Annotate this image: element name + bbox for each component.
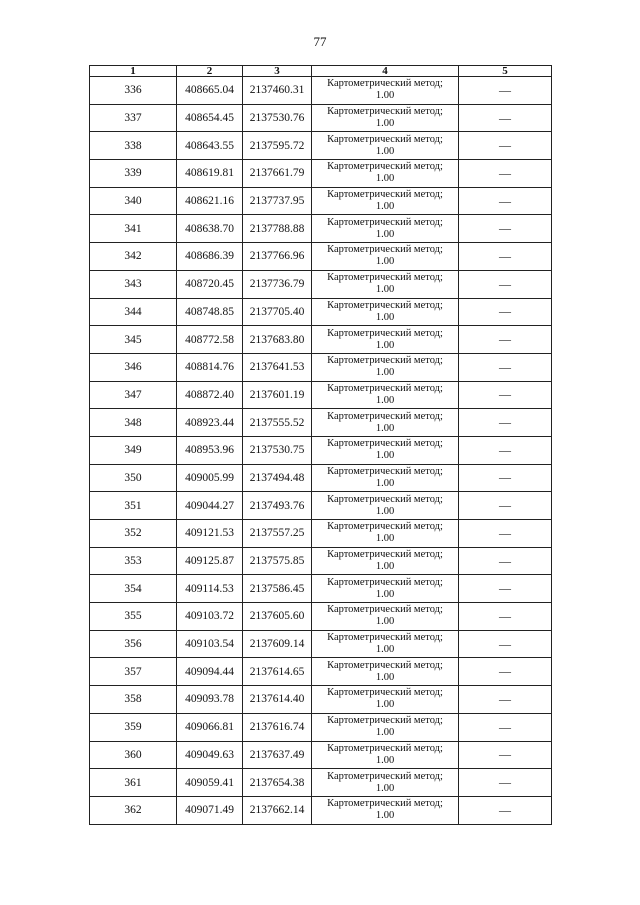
method-cell xyxy=(312,436,459,464)
method-text: Картометрический метод; xyxy=(327,687,443,699)
description-cell: — xyxy=(459,464,552,492)
accuracy-value: 1.00 xyxy=(375,145,395,157)
coordinate-x: 409121.53 xyxy=(177,520,243,548)
coordinate-y: 2137530.76 xyxy=(243,104,312,132)
table-row xyxy=(90,492,552,520)
description-cell: — xyxy=(459,270,552,298)
coordinate-x: 409125.87 xyxy=(177,547,243,575)
coordinate-y: 2137460.31 xyxy=(243,77,312,105)
accuracy-value: 1.00 xyxy=(375,422,395,434)
point-number: 352 xyxy=(90,520,177,548)
description-cell: — xyxy=(459,686,552,714)
table-row xyxy=(90,215,552,243)
coordinate-x: 409103.54 xyxy=(177,630,243,658)
accuracy-value: 1.00 xyxy=(375,284,395,296)
point-number: 341 xyxy=(90,215,177,243)
coordinate-x: 409005.99 xyxy=(177,464,243,492)
description-cell: — xyxy=(459,298,552,326)
table-row xyxy=(90,603,552,631)
method-text: Картометрический метод; xyxy=(327,549,443,561)
accuracy-value: 1.00 xyxy=(375,90,395,102)
accuracy-value: 1.00 xyxy=(375,588,395,600)
coordinate-y: 2137788.88 xyxy=(243,215,312,243)
method-text: Картометрический метод; xyxy=(327,355,443,367)
table-row xyxy=(90,243,552,271)
table-row xyxy=(90,686,552,714)
method-text: Картометрический метод; xyxy=(327,299,443,311)
coordinate-y: 2137766.96 xyxy=(243,243,312,271)
description-cell: — xyxy=(459,796,552,824)
point-number: 344 xyxy=(90,298,177,326)
table-row xyxy=(90,409,552,437)
accuracy-value: 1.00 xyxy=(375,228,395,240)
method-cell xyxy=(312,630,459,658)
coordinate-x: 409094.44 xyxy=(177,658,243,686)
coordinate-x: 408872.40 xyxy=(177,381,243,409)
accuracy-value: 1.00 xyxy=(375,616,395,628)
method-cell xyxy=(312,769,459,797)
point-number: 361 xyxy=(90,769,177,797)
method-cell xyxy=(312,796,459,824)
description-cell: — xyxy=(459,104,552,132)
coordinate-y: 2137557.25 xyxy=(243,520,312,548)
method-text: Картометрический метод; xyxy=(327,78,443,90)
method-cell xyxy=(312,160,459,188)
method-cell xyxy=(312,326,459,354)
coordinate-x: 409059.41 xyxy=(177,769,243,797)
description-cell: — xyxy=(459,243,552,271)
point-number: 345 xyxy=(90,326,177,354)
point-number: 350 xyxy=(90,464,177,492)
coordinate-x: 408720.45 xyxy=(177,270,243,298)
coordinate-y: 2137609.14 xyxy=(243,630,312,658)
coordinate-y: 2137605.60 xyxy=(243,603,312,631)
coordinate-x: 408665.04 xyxy=(177,77,243,105)
table-row xyxy=(90,741,552,769)
method-cell xyxy=(312,547,459,575)
point-number: 358 xyxy=(90,686,177,714)
point-number: 355 xyxy=(90,603,177,631)
method-text: Картометрический метод; xyxy=(327,770,443,782)
accuracy-value: 1.00 xyxy=(375,367,395,379)
point-number: 354 xyxy=(90,575,177,603)
point-number: 337 xyxy=(90,104,177,132)
point-number: 356 xyxy=(90,630,177,658)
coordinate-y: 2137637.49 xyxy=(243,741,312,769)
description-cell: — xyxy=(459,409,552,437)
coordinate-x: 409093.78 xyxy=(177,686,243,714)
coordinate-x: 408953.96 xyxy=(177,436,243,464)
method-text: Картометрический метод; xyxy=(327,576,443,588)
coordinate-x: 409103.72 xyxy=(177,603,243,631)
table-row xyxy=(90,520,552,548)
table-row xyxy=(90,796,552,824)
method-cell xyxy=(312,658,459,686)
method-text: Картометрический метод; xyxy=(327,465,443,477)
coordinate-y: 2137530.75 xyxy=(243,436,312,464)
coordinate-y: 2137601.19 xyxy=(243,381,312,409)
coordinate-y: 2137641.53 xyxy=(243,353,312,381)
coordinate-x: 408654.45 xyxy=(177,104,243,132)
method-text: Картометрический метод; xyxy=(327,216,443,228)
coordinate-x: 409114.53 xyxy=(177,575,243,603)
table-row xyxy=(90,104,552,132)
coordinate-x: 409066.81 xyxy=(177,713,243,741)
point-number: 357 xyxy=(90,658,177,686)
method-cell xyxy=(312,132,459,160)
method-text: Картометрический метод; xyxy=(327,106,443,118)
point-number: 346 xyxy=(90,353,177,381)
coordinate-y: 2137661.79 xyxy=(243,160,312,188)
point-number: 362 xyxy=(90,796,177,824)
accuracy-value: 1.00 xyxy=(375,727,395,739)
method-cell xyxy=(312,575,459,603)
method-cell xyxy=(312,353,459,381)
method-text: Картометрический метод; xyxy=(327,189,443,201)
coordinate-x: 409049.63 xyxy=(177,741,243,769)
accuracy-value: 1.00 xyxy=(375,644,395,656)
table-row xyxy=(90,160,552,188)
coordinate-x: 408638.70 xyxy=(177,215,243,243)
point-number: 339 xyxy=(90,160,177,188)
accuracy-value: 1.00 xyxy=(375,671,395,683)
table-row xyxy=(90,575,552,603)
page-number: 77 xyxy=(313,34,327,49)
table-row xyxy=(90,713,552,741)
method-text: Картометрический метод; xyxy=(327,521,443,533)
table-header xyxy=(90,66,552,77)
method-text: Картометрический метод; xyxy=(327,244,443,256)
coordinate-x: 408619.81 xyxy=(177,160,243,188)
point-number: 359 xyxy=(90,713,177,741)
method-cell xyxy=(312,187,459,215)
accuracy-value: 1.00 xyxy=(375,201,395,213)
coordinate-y: 2137737.95 xyxy=(243,187,312,215)
point-number: 353 xyxy=(90,547,177,575)
accuracy-value: 1.00 xyxy=(375,477,395,489)
method-text: Картометрический метод; xyxy=(327,493,443,505)
method-cell xyxy=(312,464,459,492)
coordinate-y: 2137595.72 xyxy=(243,132,312,160)
method-cell xyxy=(312,298,459,326)
method-cell xyxy=(312,492,459,520)
description-cell: — xyxy=(459,436,552,464)
method-cell xyxy=(312,686,459,714)
description-cell: — xyxy=(459,215,552,243)
method-text: Картометрический метод; xyxy=(327,382,443,394)
coordinate-y: 2137575.85 xyxy=(243,547,312,575)
table-row xyxy=(90,381,552,409)
coordinate-x: 408814.76 xyxy=(177,353,243,381)
accuracy-value: 1.00 xyxy=(375,256,395,268)
column-header-1: 1 xyxy=(90,66,177,77)
accuracy-value: 1.00 xyxy=(375,450,395,462)
method-cell xyxy=(312,603,459,631)
coordinates-table xyxy=(89,65,552,825)
method-cell xyxy=(312,713,459,741)
point-number: 336 xyxy=(90,77,177,105)
method-cell xyxy=(312,104,459,132)
coordinate-y: 2137614.65 xyxy=(243,658,312,686)
table-row xyxy=(90,326,552,354)
description-cell: — xyxy=(459,160,552,188)
table-body xyxy=(90,77,552,825)
method-text: Картометрический метод; xyxy=(327,438,443,450)
description-cell: — xyxy=(459,132,552,160)
coordinate-y: 2137683.80 xyxy=(243,326,312,354)
point-number: 343 xyxy=(90,270,177,298)
coordinate-x: 409071.49 xyxy=(177,796,243,824)
point-number: 338 xyxy=(90,132,177,160)
point-number: 342 xyxy=(90,243,177,271)
table-row xyxy=(90,547,552,575)
coordinate-x: 408686.39 xyxy=(177,243,243,271)
method-cell xyxy=(312,215,459,243)
point-number: 349 xyxy=(90,436,177,464)
table-row xyxy=(90,464,552,492)
accuracy-value: 1.00 xyxy=(375,118,395,130)
column-header-2: 2 xyxy=(177,66,243,77)
description-cell: — xyxy=(459,575,552,603)
accuracy-value: 1.00 xyxy=(375,505,395,517)
point-number: 360 xyxy=(90,741,177,769)
coordinate-y: 2137616.74 xyxy=(243,713,312,741)
accuracy-value: 1.00 xyxy=(375,173,395,185)
table-row xyxy=(90,187,552,215)
description-cell: — xyxy=(459,630,552,658)
description-cell: — xyxy=(459,658,552,686)
point-number: 351 xyxy=(90,492,177,520)
coordinate-x: 408748.85 xyxy=(177,298,243,326)
description-cell: — xyxy=(459,77,552,105)
method-text: Картометрический метод; xyxy=(327,133,443,145)
method-text: Картометрический метод; xyxy=(327,742,443,754)
method-text: Картометрический метод; xyxy=(327,410,443,422)
description-cell: — xyxy=(459,381,552,409)
method-text: Картометрический метод; xyxy=(327,161,443,173)
table-row xyxy=(90,658,552,686)
table-row xyxy=(90,769,552,797)
table-row xyxy=(90,298,552,326)
method-text: Картометрический метод; xyxy=(327,715,443,727)
method-cell xyxy=(312,77,459,105)
description-cell: — xyxy=(459,353,552,381)
point-number: 347 xyxy=(90,381,177,409)
header-row xyxy=(90,66,552,77)
point-number: 340 xyxy=(90,187,177,215)
table-row xyxy=(90,436,552,464)
method-text: Картометрический метод; xyxy=(327,798,443,810)
description-cell: — xyxy=(459,492,552,520)
method-text: Картометрический метод; xyxy=(327,604,443,616)
accuracy-value: 1.00 xyxy=(375,561,395,573)
method-text: Картометрический метод; xyxy=(327,272,443,284)
coordinate-y: 2137654.38 xyxy=(243,769,312,797)
description-cell: — xyxy=(459,187,552,215)
accuracy-value: 1.00 xyxy=(375,810,395,822)
column-header-3: 3 xyxy=(243,66,312,77)
method-cell xyxy=(312,409,459,437)
description-cell: — xyxy=(459,520,552,548)
coordinate-y: 2137705.40 xyxy=(243,298,312,326)
table-row xyxy=(90,132,552,160)
coordinate-y: 2137555.52 xyxy=(243,409,312,437)
coordinate-y: 2137493.76 xyxy=(243,492,312,520)
accuracy-value: 1.00 xyxy=(375,699,395,711)
method-text: Картометрический метод; xyxy=(327,327,443,339)
coordinate-y: 2137586.45 xyxy=(243,575,312,603)
method-cell xyxy=(312,520,459,548)
coordinate-y: 2137736.79 xyxy=(243,270,312,298)
description-cell: — xyxy=(459,769,552,797)
coordinate-x: 408643.55 xyxy=(177,132,243,160)
method-cell xyxy=(312,741,459,769)
coordinate-x: 409044.27 xyxy=(177,492,243,520)
coordinate-x: 408772.58 xyxy=(177,326,243,354)
coordinate-y: 2137614.40 xyxy=(243,686,312,714)
coordinate-y: 2137662.14 xyxy=(243,796,312,824)
method-cell xyxy=(312,270,459,298)
table-row xyxy=(90,270,552,298)
column-header-4: 4 xyxy=(312,66,459,77)
coordinate-x: 408621.16 xyxy=(177,187,243,215)
method-text: Картометрический метод; xyxy=(327,632,443,644)
table-row xyxy=(90,77,552,105)
column-header-5: 5 xyxy=(459,66,552,77)
method-text: Картометрический метод; xyxy=(327,659,443,671)
description-cell: — xyxy=(459,603,552,631)
method-cell xyxy=(312,381,459,409)
accuracy-value: 1.00 xyxy=(375,754,395,766)
accuracy-value: 1.00 xyxy=(375,394,395,406)
description-cell: — xyxy=(459,741,552,769)
accuracy-value: 1.00 xyxy=(375,339,395,351)
table-row xyxy=(90,630,552,658)
coordinate-x: 408923.44 xyxy=(177,409,243,437)
accuracy-value: 1.00 xyxy=(375,311,395,323)
point-number: 348 xyxy=(90,409,177,437)
description-cell: — xyxy=(459,547,552,575)
accuracy-value: 1.00 xyxy=(375,782,395,794)
accuracy-value: 1.00 xyxy=(375,533,395,545)
method-cell xyxy=(312,243,459,271)
table-row xyxy=(90,353,552,381)
description-cell: — xyxy=(459,326,552,354)
coordinate-y: 2137494.48 xyxy=(243,464,312,492)
description-cell: — xyxy=(459,713,552,741)
